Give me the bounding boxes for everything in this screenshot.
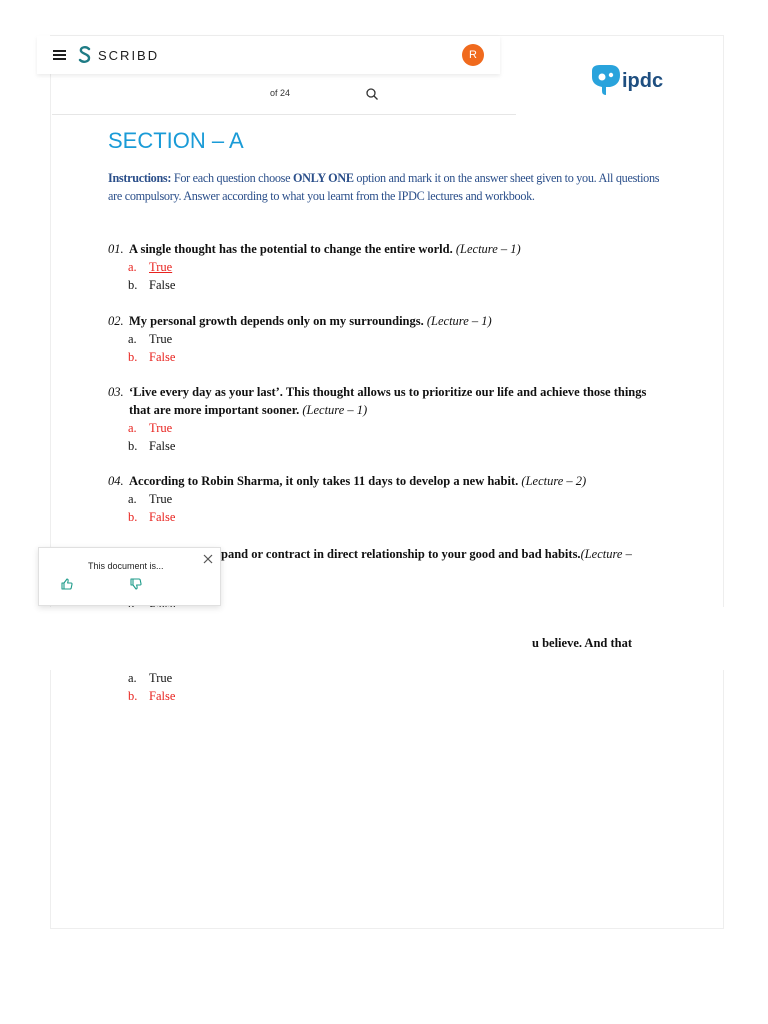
question-2: [108, 312, 492, 366]
option-a: a. True: [128, 260, 173, 274]
close-icon[interactable]: [202, 553, 214, 565]
thumbs-up-icon[interactable]: [60, 577, 74, 591]
question-1: [108, 240, 521, 294]
question-number: 04.: [108, 474, 124, 488]
instructions: [108, 169, 668, 205]
question-text: pand or contract in direct relationship to your good and bad habits.: [221, 547, 581, 561]
page-navigation-bar: [52, 74, 516, 115]
lecture-ref: (Lecture – 1): [426, 314, 492, 328]
user-avatar[interactable]: R: [462, 44, 484, 66]
feedback-popup: [38, 547, 221, 606]
option-b: b. False: [128, 350, 176, 364]
lecture-ref: (Lecture – 1): [455, 242, 521, 256]
correct-answer: True: [149, 260, 173, 274]
question-text: My personal growth depends only on my surroundings.: [129, 314, 424, 328]
question-number: 02.: [108, 314, 124, 328]
option-b: b. False: [128, 510, 176, 524]
question-text: A single thought has the potential to change the entire world.: [129, 242, 453, 256]
lecture-ref: (Lecture –: [580, 547, 632, 561]
lecture-ref: (Lecture – 1): [302, 403, 368, 417]
brand-name: SCRIBD: [98, 47, 160, 63]
logo-text: ipdc: [622, 70, 664, 92]
question-4: [108, 472, 586, 526]
option-a: a. True: [128, 421, 173, 435]
unrendered-band: [0, 607, 768, 670]
question-6-options: [108, 669, 175, 705]
correct-answer: False: [149, 689, 176, 703]
scribd-logo[interactable]: [78, 45, 159, 65]
instructions-emphasis: ONLY ONE: [292, 171, 354, 185]
question-number: 03.: [108, 385, 124, 399]
question-number: 01.: [108, 242, 124, 256]
search-icon[interactable]: [365, 87, 379, 101]
lecture-ref: (Lecture – 2): [521, 474, 587, 488]
question-text: According to Robin Sharma, it only takes 11 days to develop a new habit.: [129, 474, 519, 488]
question-6-partial: u believe. And that: [532, 636, 633, 650]
option-b: b. False: [128, 278, 176, 292]
popup-title: This document is...: [88, 561, 164, 571]
correct-answer: False: [149, 350, 176, 364]
option-a: a. True: [128, 332, 173, 346]
question-5-partial: [221, 545, 632, 563]
scribd-icon: [78, 46, 92, 64]
option-b: b. False: [128, 439, 176, 453]
option-b: b. False: [128, 689, 176, 703]
section-title: SECTION – A: [108, 128, 244, 153]
question-text: ‘Live every day as your last’. This thought allows us to prioritize our life and achieve those things that are more important sooner.: [129, 385, 647, 417]
instructions-text-2: option and mark it on the answer sheet given to you. All questions are compulsory. Answer according to what you learnt from the IPDC lectures and workbook.: [108, 171, 660, 203]
question-3: [108, 383, 648, 455]
option-a: a. True: [128, 492, 173, 506]
ipdc-logo: [588, 61, 670, 101]
thumbs-down-icon[interactable]: [129, 577, 143, 591]
instructions-label: Instructions:: [108, 171, 172, 185]
option-a: a. True: [128, 671, 173, 685]
instructions-text-1: For each question choose: [171, 171, 293, 185]
page-count: of 24: [270, 88, 291, 98]
correct-answer: True: [149, 421, 173, 435]
top-toolbar: [37, 36, 500, 74]
menu-icon[interactable]: [53, 50, 66, 60]
correct-answer: False: [149, 510, 176, 524]
